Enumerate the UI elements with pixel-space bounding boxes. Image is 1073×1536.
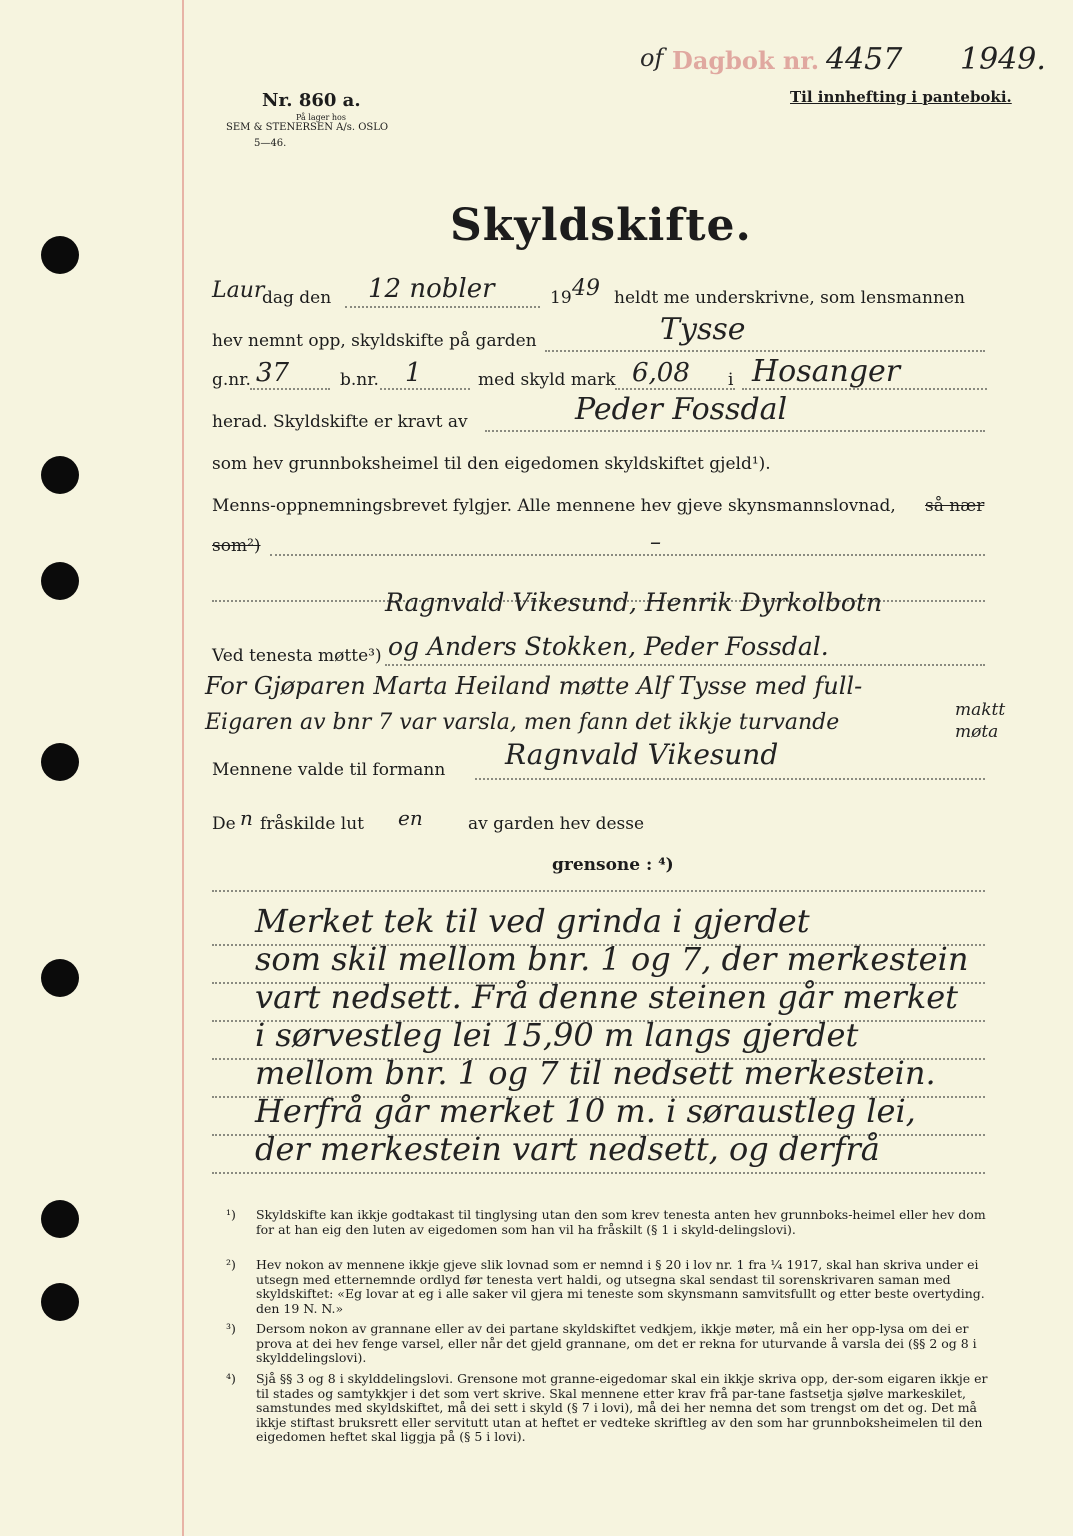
men-handwritten-line: og Anders Stokken, Peder Fossdal.	[388, 632, 829, 661]
punch-hole	[41, 1283, 79, 1321]
footnote-number: ³)	[226, 1321, 236, 1336]
page-title: Skyldskifte.	[450, 200, 752, 251]
handwritten-note: møta	[955, 722, 999, 742]
boundary-text-line: der merkestein vart nedsett, og derfrå	[255, 1130, 880, 1168]
handwritten-line: For Gjøparen Marta Heiland møtte Alf Tysse med full-	[205, 672, 863, 700]
register-number: 4457	[826, 42, 903, 77]
boundary-text-line: som skil mellom bnr. 1 og 7, der merkestein	[255, 940, 969, 978]
punch-hole	[41, 743, 79, 781]
footnote	[226, 1322, 996, 1372]
boundary-text-line: Merket tek til ved grinda i gjerdet	[255, 902, 810, 940]
register-prefix: of	[640, 44, 664, 72]
farm-handwritten: Tysse	[660, 312, 746, 347]
punch-hole	[41, 236, 79, 274]
year-handwritten: 49	[572, 276, 600, 301]
year-prefix: 19	[550, 288, 572, 308]
footnote	[226, 1372, 996, 1462]
publisher-line: På lager hos	[296, 113, 346, 122]
label-de: De	[212, 814, 236, 834]
boundary-text-line: mellom bnr. 1 og 7 til nedsett merkestein.	[255, 1054, 936, 1092]
footnote-text: Sjå §§ 3 og 8 i skylddelingslovi. Grensone mot granne-eigedomar skal ein ikkje skriva opp, der-som eigaren ikkje er til stades og samtykkjer i det som vert skrive. Skal mennene etter krav frå par-tane fastsetja sjølve markeskilet, samstundes med skyldskiftet, må dei sett i skyld (§ 7 i lovi), må dei her nemna det som trengst om det og. Det må ikkje stiftast bruksrett eller servitutt utan at heftet er vedteke skriftleg av den som har grunnboksheimelen til den eigedomen heftet skal liggja på (§ 5 i lovi).	[256, 1371, 988, 1444]
line-5-text: som hev grunnboksheimel til den eigedomen skyldskiftet gjeld¹).	[212, 454, 771, 474]
register-year: 1949.	[960, 42, 1046, 77]
label-i: i	[728, 370, 734, 390]
label-ved-tenesta: Ved tenesta møtte³)	[212, 646, 382, 666]
formann-handwritten: Ragnvald Vikesund	[505, 738, 779, 771]
fill-line	[545, 350, 985, 352]
publisher-line: SEM & STENERSEN A/s. OSLO	[226, 122, 389, 133]
handwritten-mark: –	[650, 530, 661, 555]
label-av-garden: av garden hev desse	[468, 814, 645, 834]
skyld-handwritten: 6,08	[632, 358, 690, 388]
label-bnr: b.nr.	[340, 370, 379, 390]
footnote-number: ¹)	[226, 1207, 236, 1222]
date-handwritten: 12 nobler	[368, 274, 495, 304]
boundary-text-line: Herfrå går merket 10 m. i søraustleg lei,	[255, 1092, 916, 1130]
footnote-text: Hev nokon av mennene ikkje gjeve slik lovnad som er nemnd i § 20 i lov nr. 1 fra ¼ 1917, skal han skriva under ei utsegn med etternemnde ordlyd før tenesta vert haldi, og utsegna skal sendast til sorenskrivaren saman med skyldskiftet: «Eg lovar at eg i alle saker vil gjera mi teneste som skynsmann samvitsfullt og etter beste overtyding. den 19 N. N.»	[256, 1257, 985, 1316]
footnote-text: Dersom nokon av grannane eller av dei partane skyldskiftet vedkjem, ikkje møter, må ein her opp-lysa om dei er prova at dei hev fenge varsel, eller når det gjeld grannane, om det er rekna for uturvande å varsla dei (§§ 2 og 8 i skylddelingslovi).	[256, 1321, 977, 1365]
fill-line	[380, 388, 470, 390]
fill-line	[475, 778, 985, 780]
handwritten-note: maktt	[955, 700, 1006, 720]
margin-rule	[182, 0, 184, 1536]
footnote-number: ⁴)	[226, 1371, 236, 1386]
footnote-text: Skyldskifte kan ikkje godtakast til tinglysing utan den som krev tenesta anten hev grunnboks-heimel eller hev dom for at han eig den luten av eigedomen som han vil ha fråskilt (§ 1 i skyld-delingslovi).	[256, 1207, 986, 1237]
publisher-line: 5—46.	[254, 138, 287, 149]
men-handwritten-line: Ragnvald Vikesund, Henrik Dyrkolbotn	[385, 588, 883, 617]
form-number: Nr. 860 a.	[262, 90, 361, 111]
fill-line	[345, 306, 540, 308]
punch-hole	[41, 456, 79, 494]
fill-line	[270, 554, 985, 556]
line-4-text: herad. Skyldskifte er kravt av	[212, 412, 468, 432]
label-fraskilde: fråskilde lut	[260, 814, 365, 834]
lut-handwritten: en	[398, 806, 423, 830]
punch-hole	[41, 959, 79, 997]
fill-line	[385, 664, 985, 666]
register-label: Dagbok nr.	[672, 46, 820, 75]
line-6-text: Menns-oppnemningsbrevet fylgjer. Alle mennene hev gjeve skynsmannslovnad,	[212, 496, 896, 516]
label-dag-den: dag den	[262, 288, 332, 308]
label-grensone: grensone : ⁴)	[552, 855, 674, 875]
requester-handwritten: Peder Fossdal	[575, 392, 788, 427]
struck-text: så nær	[925, 496, 985, 516]
fill-line	[212, 890, 985, 892]
fill-line	[615, 388, 735, 390]
boundary-text-line: vart nedsett. Frå denne steinen går merket	[255, 978, 959, 1016]
fill-line	[485, 430, 985, 432]
struck-text: som²)	[212, 536, 261, 556]
bnr-handwritten: 1	[405, 358, 422, 388]
weekday-handwritten: Laur	[212, 278, 265, 303]
footnote	[226, 1208, 996, 1258]
line-1-text: heldt me underskrivne, som lensmannen	[614, 288, 965, 308]
label-gnr: g.nr.	[212, 370, 251, 390]
boundary-text-line: i sørvestleg lei 15,90 m langs gjerdet	[255, 1016, 859, 1054]
de-handwritten: n	[240, 806, 253, 830]
label-skyld: med skyld mark	[478, 370, 616, 390]
punch-hole	[41, 562, 79, 600]
footnote	[226, 1258, 996, 1322]
gnr-handwritten: 37	[256, 358, 290, 388]
punch-hole	[41, 1200, 79, 1238]
binding-note: Til innhefting i panteboki.	[790, 88, 1012, 106]
line-2-text: hev nemnt opp, skyldskifte på garden	[212, 331, 537, 351]
footnote-number: ²)	[226, 1257, 236, 1272]
fill-line	[250, 388, 330, 390]
herad-handwritten: Hosanger	[752, 354, 901, 389]
label-formann: Mennene valde til formann	[212, 760, 446, 780]
fill-line	[212, 1172, 985, 1174]
handwritten-line: Eigaren av bnr 7 var varsla, men fann det ikkje turvande	[205, 710, 840, 735]
